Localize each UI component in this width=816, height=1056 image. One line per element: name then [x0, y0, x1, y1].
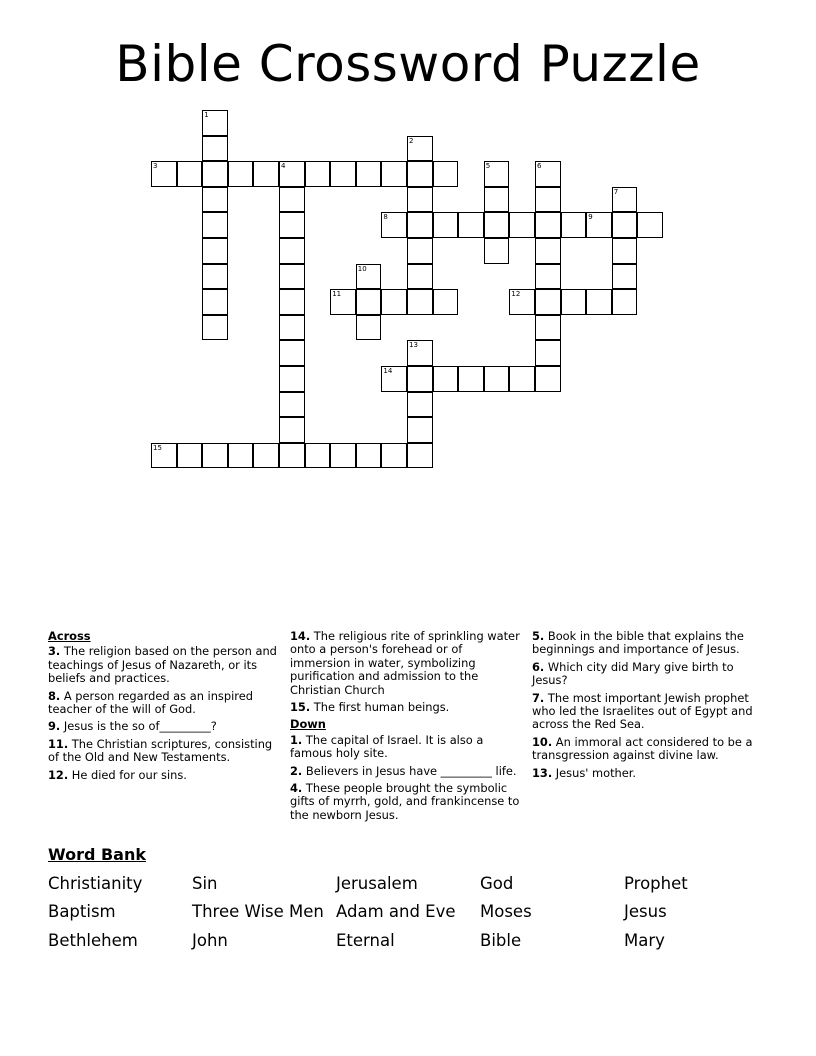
clue-number: 2: [409, 136, 414, 145]
grid-cell[interactable]: [535, 264, 561, 290]
clue-label: 1.: [290, 732, 303, 747]
word-bank-item: Mary: [624, 931, 665, 950]
grid-cell[interactable]: [202, 187, 228, 213]
clue-text: The capital of Israel. It is also a famous holy site.: [290, 732, 484, 761]
clue-number: 8: [383, 213, 388, 222]
grid-cell[interactable]: [407, 238, 433, 264]
grid-cell[interactable]: [202, 289, 228, 315]
grid-cell[interactable]: [458, 366, 484, 392]
clue-text: Believers in Jesus have _________ life.: [302, 763, 517, 778]
grid-cell[interactable]: [330, 289, 356, 315]
grid-cell[interactable]: [279, 264, 305, 290]
clue-number: 12: [511, 290, 521, 299]
clue-text: The religious rite of sprinkling water onto a person's forehead or of immersion in water, symbolizing purification and admission to the Christian Church: [290, 629, 520, 697]
across-clue: [48, 690, 280, 717]
grid-cell[interactable]: [407, 417, 433, 443]
down-clue: [290, 782, 522, 822]
grid-cell[interactable]: [509, 366, 535, 392]
grid-cell[interactable]: [586, 212, 612, 238]
grid-cell[interactable]: [535, 366, 561, 392]
grid-cell[interactable]: [535, 340, 561, 366]
grid-cell[interactable]: [253, 161, 279, 187]
grid-cell[interactable]: [356, 289, 382, 315]
clue-label: 12.: [48, 767, 69, 782]
grid-cell[interactable]: [535, 289, 561, 315]
across-clue: [290, 701, 522, 714]
grid-cell[interactable]: [279, 443, 305, 469]
grid-cell[interactable]: [228, 443, 254, 469]
word-bank-item: Bethlehem: [48, 931, 138, 950]
grid-cell[interactable]: [202, 264, 228, 290]
across-clue: [48, 769, 280, 782]
grid-cell[interactable]: [279, 417, 305, 443]
down-clue: [532, 630, 764, 657]
grid-cell[interactable]: [279, 340, 305, 366]
grid-cell[interactable]: [637, 212, 663, 238]
grid-cell[interactable]: [202, 443, 228, 469]
grid-cell[interactable]: [586, 289, 612, 315]
down-clue: [290, 734, 522, 761]
clue-text: Book in the bible that explains the beginnings and importance of Jesus.: [532, 629, 744, 657]
clue-text: Which city did Mary give birth to Jesus?: [532, 659, 734, 688]
grid-cell[interactable]: [433, 289, 459, 315]
clue-text: The first human beings.: [310, 700, 450, 715]
grid-cell[interactable]: [535, 238, 561, 264]
clue-number: 6: [537, 162, 542, 171]
clue-number: 13: [409, 341, 418, 350]
clue-label: 13.: [532, 765, 553, 780]
grid-cell[interactable]: [279, 238, 305, 264]
grid-cell[interactable]: [356, 315, 382, 341]
grid-cell[interactable]: [279, 161, 305, 187]
grid-cell[interactable]: [279, 392, 305, 418]
grid-cell[interactable]: [279, 187, 305, 213]
grid-cell[interactable]: [407, 187, 433, 213]
grid-cell[interactable]: [484, 161, 510, 187]
clue-number: 14: [383, 367, 393, 375]
grid-cell[interactable]: [561, 289, 587, 315]
grid-cell[interactable]: [381, 161, 407, 187]
clue-label: 10.: [532, 734, 553, 749]
grid-cell[interactable]: [202, 110, 228, 136]
down-clue: [532, 661, 764, 688]
clue-label: 9.: [48, 719, 61, 734]
grid-cell[interactable]: [407, 136, 433, 162]
grid-cell[interactable]: [535, 161, 561, 187]
down-clue: [290, 765, 522, 778]
across-clue: [48, 738, 280, 765]
clue-label: 11.: [48, 736, 69, 751]
word-bank-item: Christianity: [48, 874, 143, 893]
grid-cell[interactable]: [535, 212, 561, 238]
grid-cell[interactable]: [561, 212, 587, 238]
across-clue: [48, 645, 280, 685]
clue-number: 5: [485, 162, 491, 171]
puzzle-title: Bible Crossword Puzzle: [115, 35, 701, 93]
grid-cell[interactable]: [407, 212, 433, 238]
word-bank-item: Baptism: [48, 902, 116, 921]
grid-cell[interactable]: [407, 161, 433, 187]
down-clue: [532, 692, 764, 732]
grid-cell[interactable]: [535, 315, 561, 341]
grid-cell[interactable]: [381, 366, 407, 392]
clue-text: A person regarded as an inspired teacher of the will of God.: [48, 688, 253, 717]
word-bank-title: Word Bank: [48, 845, 147, 864]
down-clue: [532, 736, 764, 763]
word-bank-item: Prophet: [624, 874, 688, 893]
word-bank-item: Moses: [480, 902, 532, 921]
clue-number: 1: [204, 111, 209, 119]
grid-cell[interactable]: [202, 136, 228, 162]
clue-label: 7.: [532, 690, 545, 705]
clue-number: 15: [153, 443, 162, 452]
grid-cell[interactable]: [612, 264, 638, 290]
grid-cell[interactable]: [484, 238, 510, 264]
grid-cell[interactable]: [279, 315, 305, 341]
grid-cell[interactable]: [458, 212, 484, 238]
grid-cell[interactable]: [151, 443, 177, 469]
across-clue: [290, 630, 522, 697]
clue-number: 10: [357, 264, 367, 273]
grid-cell[interactable]: [612, 212, 638, 238]
word-bank-item: Bible: [480, 931, 522, 950]
grid-cell[interactable]: [279, 212, 305, 238]
clues-column-3: [532, 630, 764, 784]
grid-cell[interactable]: [305, 161, 331, 187]
grid-cell[interactable]: [407, 289, 433, 315]
clue-text: Jesus is the so of_________?: [60, 719, 217, 734]
clue-text: These people brought the symbolic gifts of myrrh, gold, and frankincense to the newborn Jesus.: [290, 781, 520, 822]
clue-label: 15.: [290, 700, 311, 715]
grid-cell[interactable]: [202, 161, 228, 187]
grid-cell[interactable]: [356, 443, 382, 469]
word-bank-item: John: [192, 931, 228, 950]
grid-cell[interactable]: [279, 289, 305, 315]
word-bank-item: Sin: [192, 874, 218, 893]
word-bank-item: Jerusalem: [336, 874, 418, 893]
clue-number: 7: [613, 187, 619, 196]
down-clue: [532, 767, 764, 780]
clue-text: The most important Jewish prophet who led the Israelites out of Egypt and across the Red Sea.: [532, 690, 753, 732]
clues-column-2: [290, 630, 522, 826]
word-bank-item: Jesus: [624, 902, 667, 921]
grid-cell[interactable]: [228, 161, 254, 187]
across-clue: [48, 720, 280, 733]
clue-label: 2.: [290, 763, 303, 778]
grid-cell[interactable]: [177, 161, 203, 187]
grid-cell[interactable]: [381, 443, 407, 469]
grid-cell[interactable]: [202, 315, 228, 341]
word-bank-item: Adam and Eve: [336, 902, 456, 921]
down-heading: Down: [290, 717, 326, 732]
grid-cell[interactable]: [612, 238, 638, 264]
clue-text: An immoral act considered to be a transgression against divine law.: [532, 734, 753, 763]
clue-text: The religion based on the person and teachings of Jesus of Nazareth, or its beliefs and practices.: [48, 644, 277, 686]
clue-number: 9: [588, 213, 593, 222]
grid-cell[interactable]: [509, 289, 535, 315]
grid-cell[interactable]: [381, 289, 407, 315]
grid-cell[interactable]: [407, 366, 433, 392]
grid-cell[interactable]: [484, 212, 510, 238]
clue-number: 4: [281, 162, 286, 171]
grid-cell[interactable]: [612, 187, 638, 213]
word-bank-item: Three Wise Men: [192, 902, 324, 921]
grid-cell[interactable]: [407, 264, 433, 290]
grid-cell[interactable]: [433, 212, 459, 238]
grid-cell[interactable]: [407, 392, 433, 418]
clue-label: 5.: [532, 629, 545, 643]
grid-cell[interactable]: [151, 161, 177, 187]
grid-cell[interactable]: [330, 161, 356, 187]
clue-label: 14.: [290, 629, 311, 643]
grid-cell[interactable]: [202, 212, 228, 238]
grid-cell[interactable]: [433, 161, 459, 187]
clue-label: 8.: [48, 688, 61, 703]
grid-cell[interactable]: [612, 289, 638, 315]
grid-cell[interactable]: [330, 443, 356, 469]
grid-cell[interactable]: [279, 366, 305, 392]
grid-cell[interactable]: [381, 212, 407, 238]
grid-cell[interactable]: [509, 212, 535, 238]
clue-number: 11: [332, 290, 342, 299]
clue-label: 6.: [532, 659, 545, 674]
clue-label: 3.: [48, 644, 61, 659]
grid-cell[interactable]: [484, 366, 510, 392]
grid-cell[interactable]: [407, 443, 433, 469]
grid-cell[interactable]: [407, 340, 433, 366]
clue-label: 4.: [290, 781, 303, 796]
clue-number: 3: [153, 162, 158, 171]
clues-column-1: [48, 630, 280, 786]
grid-cell[interactable]: [177, 443, 203, 469]
grid-cell[interactable]: [484, 187, 510, 213]
clue-text: He died for our sins.: [68, 767, 187, 782]
grid-cell[interactable]: [305, 443, 331, 469]
grid-cell[interactable]: [253, 443, 279, 469]
grid-cell[interactable]: [356, 264, 382, 290]
clue-text: The Christian scriptures, consisting of the Old and New Testaments.: [48, 736, 273, 765]
grid-cell[interactable]: [433, 366, 459, 392]
grid-cell[interactable]: [202, 238, 228, 264]
word-bank-item: Eternal: [336, 931, 395, 950]
across-heading: Across: [48, 629, 91, 643]
word-bank-item: God: [480, 874, 514, 893]
grid-cell[interactable]: [356, 161, 382, 187]
clue-text: Jesus' mother.: [552, 765, 637, 780]
grid-cell[interactable]: [535, 187, 561, 213]
